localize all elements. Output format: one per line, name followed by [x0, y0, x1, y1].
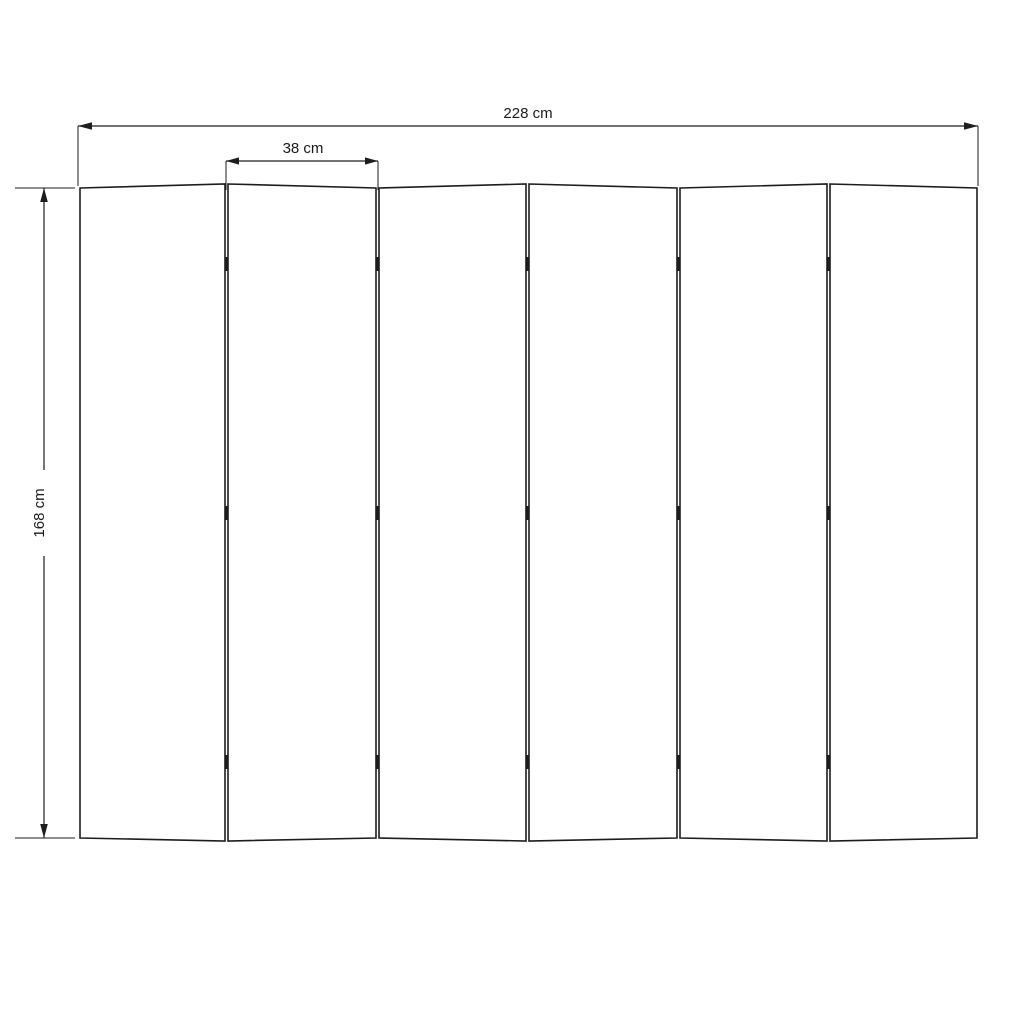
total-width-left-arrow-icon — [78, 122, 92, 130]
panel-width-label: 38 cm — [282, 140, 324, 157]
panel-3[interactable] — [379, 184, 526, 841]
height-dimension — [15, 188, 75, 838]
height-label: 168 cm — [31, 488, 48, 538]
panel-4[interactable] — [529, 184, 677, 841]
panel-width-right-arrow-icon — [365, 157, 378, 164]
panel-2[interactable] — [228, 184, 376, 841]
total-width-right-arrow-icon — [964, 122, 978, 130]
panel-width-left-arrow-icon — [226, 157, 239, 164]
panel-1[interactable] — [80, 184, 225, 841]
panel-5[interactable] — [680, 184, 827, 841]
panel-6[interactable] — [830, 184, 977, 841]
panel-width-dimension — [226, 138, 378, 190]
height-bottom-arrow-icon — [40, 824, 48, 838]
height-top-arrow-icon — [40, 188, 48, 202]
total-width-label: 228 cm — [503, 105, 553, 122]
total-width-dimension — [78, 103, 978, 186]
